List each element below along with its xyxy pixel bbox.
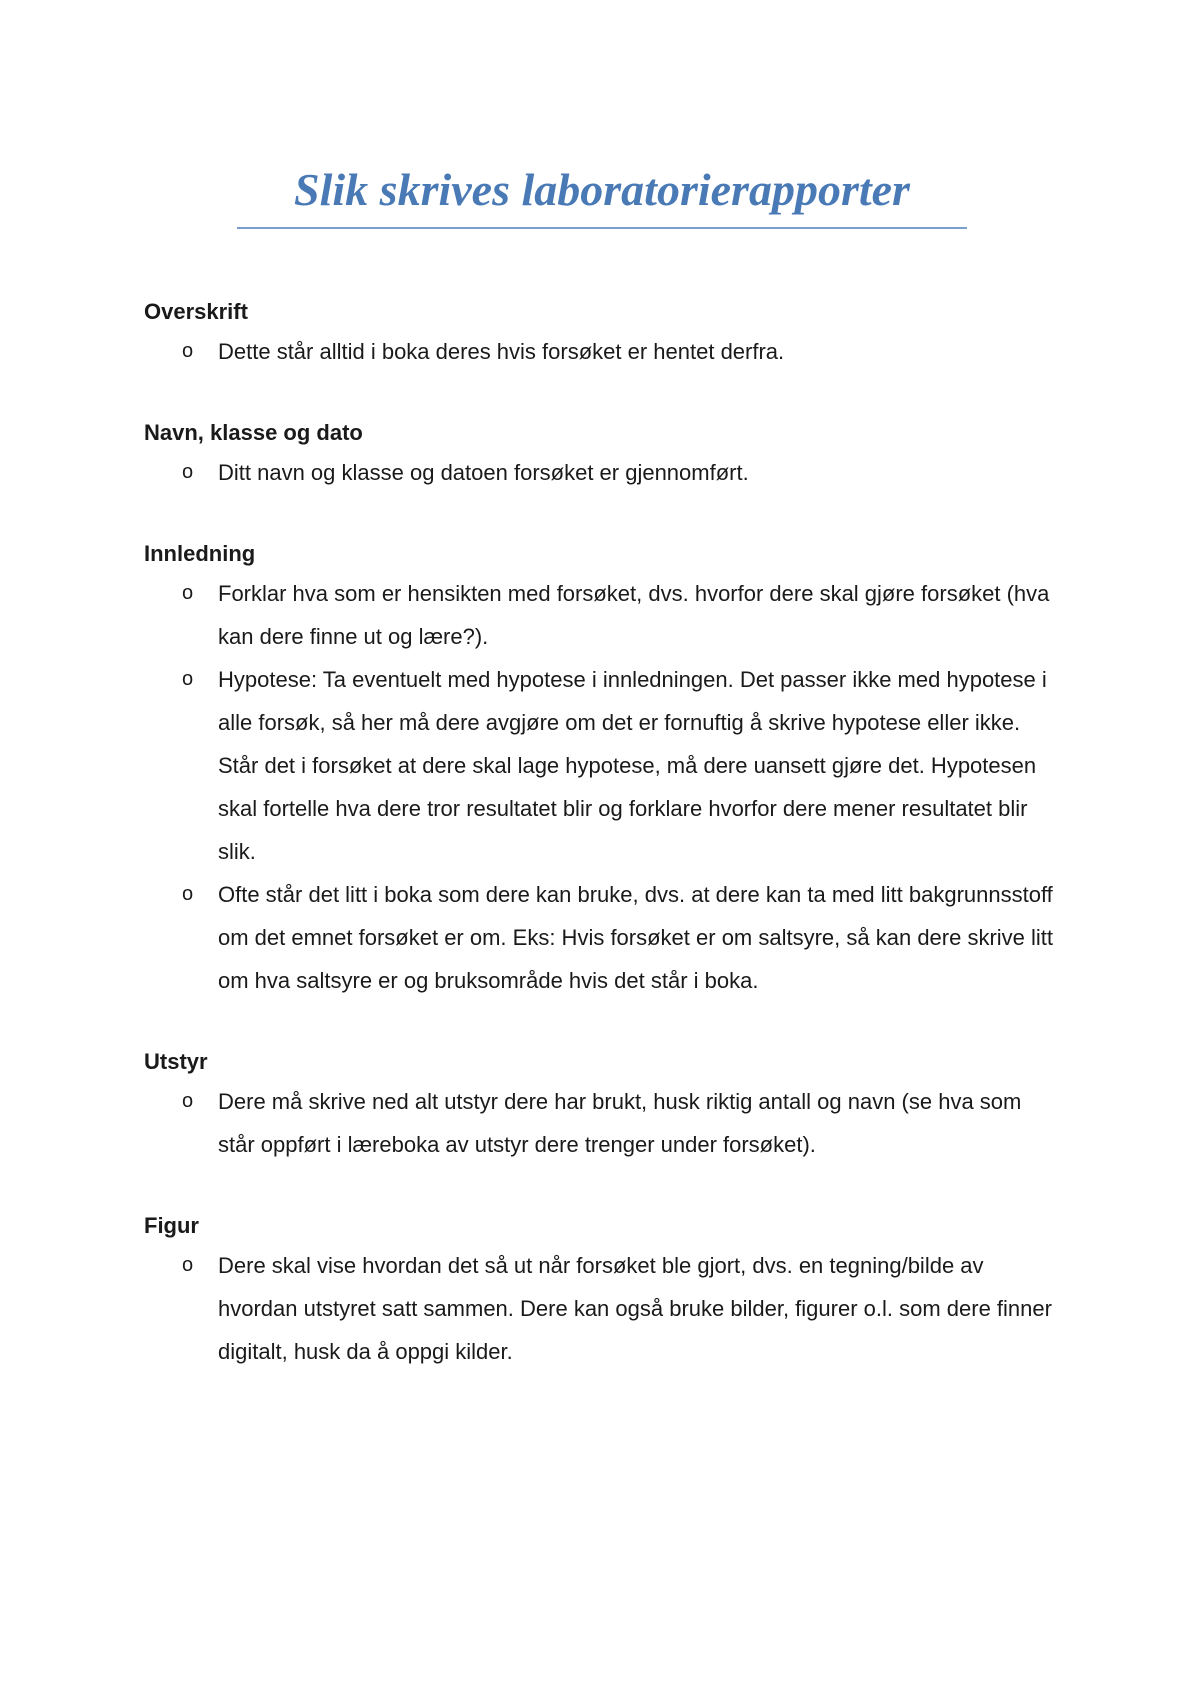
list-item bbox=[144, 451, 1064, 494]
bullet-list bbox=[144, 1244, 1064, 1373]
section-heading: Utstyr bbox=[144, 1049, 208, 1074]
list-item bbox=[144, 1080, 1064, 1166]
bullet-list bbox=[144, 1080, 1064, 1166]
section-heading: Figur bbox=[144, 1213, 199, 1238]
bullet-circle-icon: o bbox=[182, 668, 194, 690]
list-item-text: Ditt navn og klasse og datoen forsøket er gjennomført. bbox=[218, 460, 749, 485]
section-heading: Innledning bbox=[144, 541, 256, 566]
bullet-circle-icon: o bbox=[182, 883, 194, 905]
list-item-text: Dere skal vise hvordan det så ut når forsøket ble gjort, dvs. en tegning/bilde av hvordan utstyret satt sammen. Dere kan også bruke bilder, figurer o.l. som dere finner digitalt, husk da å oppgi kilder. bbox=[218, 1253, 1052, 1364]
list-item bbox=[144, 1244, 1064, 1373]
section-heading: Navn, klasse og dato bbox=[144, 420, 363, 445]
list-item-text: Forklar hva som er hensikten med forsøket, dvs. hvorfor dere skal gjøre forsøket (hva kan dere finne ut og lære?). bbox=[218, 581, 1050, 649]
list-item bbox=[144, 658, 1064, 873]
bullet-circle-icon: o bbox=[182, 340, 194, 362]
bullet-circle-icon: o bbox=[182, 1254, 194, 1276]
section-heading: Overskrift bbox=[144, 299, 248, 324]
list-item bbox=[144, 873, 1064, 1002]
list-item-text: Dere må skrive ned alt utstyr dere har brukt, husk riktig antall og navn (se hva som står oppført i læreboka av utstyr dere trenger under forsøket). bbox=[218, 1089, 1022, 1157]
section-navn-klasse-dato bbox=[144, 415, 1064, 494]
list-item-text: Hypotese: Ta eventuelt med hypotese i innledningen. Det passer ikke med hypotese i alle forsøk, så her må dere avgjøre om det er fornuftig å skrive hypotese eller ikke. Står det i forsøket at dere skal lage hypotese, må dere uansett gjøre det. Hypotesen skal fortelle hva dere tror resultatet blir og forklare hvorfor dere mener resultatet blir slik. bbox=[218, 667, 1047, 864]
document-body bbox=[144, 294, 1064, 1415]
bullet-list bbox=[144, 451, 1064, 494]
bullet-list bbox=[144, 572, 1064, 1002]
section-utstyr bbox=[144, 1044, 1064, 1166]
section-overskrift bbox=[144, 294, 1064, 373]
list-item-text: Ofte står det litt i boka som dere kan bruke, dvs. at dere kan ta med litt bakgrunnsstoff om det emnet forsøket er om. Eks: Hvis forsøket er om saltsyre, så kan dere skrive litt om hva saltsyre er og bruksområde hvis det står i boka. bbox=[218, 882, 1054, 993]
section-innledning bbox=[144, 536, 1064, 1002]
list-item bbox=[144, 330, 1064, 373]
page-title: Slik skrives laboratorierapporter bbox=[294, 164, 910, 215]
title-block bbox=[237, 160, 967, 220]
list-item bbox=[144, 572, 1064, 658]
bullet-list bbox=[144, 330, 1064, 373]
section-figur bbox=[144, 1208, 1064, 1373]
list-item-text: Dette står alltid i boka deres hvis forsøket er hentet derfra. bbox=[218, 339, 785, 364]
bullet-circle-icon: o bbox=[182, 461, 194, 483]
bullet-circle-icon: o bbox=[182, 582, 194, 604]
bullet-circle-icon: o bbox=[182, 1090, 194, 1112]
title-underline bbox=[237, 227, 967, 229]
